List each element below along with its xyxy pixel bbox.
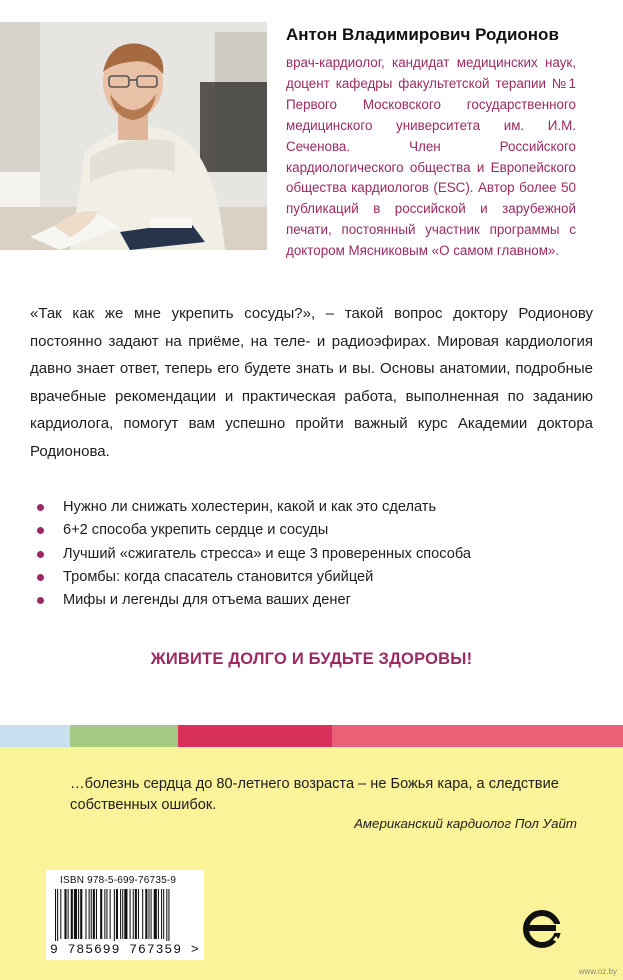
barcode-bar: [85, 889, 86, 939]
barcode-bar: [91, 889, 92, 939]
quote-text: …болезнь сердца до 80-летнего возраста – не Божья кара, а следствие собственных ошибок.: [70, 776, 559, 813]
barcode-bar: [168, 889, 169, 941]
barcode-bar: [96, 889, 97, 939]
barcode-bar: [74, 889, 77, 939]
intro-paragraph: «Так как же мне укрепить сосуды?», – такой вопрос доктору Родионову постоянно задают на приёме, на теле- и радиоэфирах. Мировая кардиология давно знает ответ, теперь его будете знать и вы. Основы анатомии, подробные врачебные рекомендации и практическая работа, выполненная по заданию кардиолога, помогут вам успешно пройти важный курс Академии доктора Родионова.: [30, 305, 593, 460]
stripe-red: [178, 725, 332, 747]
publisher-logo-icon: [522, 906, 562, 952]
barcode-bar: [116, 889, 118, 939]
barcode-bar: [158, 889, 159, 939]
barcode-bar: [124, 889, 127, 939]
barcode-bar: [55, 889, 56, 941]
barcode-bar: [71, 889, 73, 939]
watermark: www.oz.by: [578, 967, 617, 976]
barcode-bar: [122, 889, 123, 939]
author-name: Антон Владимирович Родионов: [286, 25, 559, 44]
barcode-bar: [80, 889, 82, 939]
feature-list: [36, 496, 596, 612]
slogan: ЖИВИТЕ ДОЛГО И БУДЬТЕ ЗДОРОВЫ!: [150, 650, 473, 668]
barcode-bar: [100, 889, 102, 939]
barcode-bar: [135, 889, 137, 939]
bullet-dot-icon: [37, 551, 44, 558]
barcode-bar: [78, 889, 79, 939]
barcode-bar: [64, 889, 66, 939]
barcode-bar: [114, 889, 115, 941]
bullet-dot-icon: [37, 597, 44, 604]
bullet-dot-icon: [37, 527, 44, 534]
isbn-label: ISBN 978-5-699-76735-9: [60, 875, 177, 886]
bullet-dot-icon: [37, 504, 44, 511]
barcode-bar: [130, 889, 131, 939]
author-bio: врач-кардиолог, кандидат медицинских наук, доцент кафедры факультетской терапии №1 Первого Московского государственного медицинского университета им. И.М. Сеченова. Член Российского кардиологического общества и Европейского общества кардиологов (ESC). Автор более 50 публикаций в российской и зарубежной печати, постоянный участник программы с доктором Мясниковым «О самом главном».: [286, 55, 576, 259]
barcode-bar: [110, 889, 111, 939]
stripe-blue: [0, 725, 70, 747]
list-item: [36, 543, 596, 566]
barcode-bar: [166, 889, 167, 941]
color-stripes: [0, 725, 623, 747]
barcode-bar: [93, 889, 95, 939]
barcode-bar: [60, 889, 61, 939]
author-photo: [0, 22, 267, 250]
list-item: [36, 496, 596, 519]
barcode-bar: [148, 889, 149, 939]
barcode-box: [46, 870, 204, 960]
list-item: [36, 589, 596, 612]
barcode-bars: [55, 889, 197, 941]
list-item-text: 6+2 способа укрепить сердце и сосуды: [63, 522, 329, 539]
barcode-bar: [138, 889, 139, 939]
publisher-logo: [522, 906, 562, 957]
list-item-text: Тромбы: когда спасатель становится убийцей: [63, 568, 374, 585]
barcode-bar: [106, 889, 107, 939]
barcode-bar: [154, 889, 157, 939]
stripe-green: [70, 725, 178, 747]
list-item-text: Лучший «сжигатель стресса» и еще 3 проверенных способа: [63, 545, 471, 562]
barcode-bar: [89, 889, 90, 939]
barcode-bar: [120, 889, 121, 939]
barcode-bar: [142, 889, 143, 939]
barcode-bar: [104, 889, 105, 939]
barcode-bar: [145, 889, 147, 939]
barcode-digits: 9 785699 767359 >: [50, 942, 200, 957]
list-item-text: Мифы и легенды для отъема ваших денег: [63, 592, 351, 609]
quote-author: Американский кардиолог Пол Уайт: [354, 816, 577, 831]
barcode-bar: [133, 889, 134, 939]
stripe-pink: [332, 725, 623, 747]
author-photo-illustration: [0, 22, 267, 250]
list-item: [36, 519, 596, 542]
barcode-bar: [163, 889, 164, 939]
list-item-text: Нужно ли снижать холестерин, какой и как это сделать: [63, 499, 437, 515]
barcode-bar: [161, 889, 162, 939]
list-item: [36, 566, 596, 589]
bullet-dot-icon: [37, 574, 44, 581]
barcode-bar: [57, 889, 58, 941]
barcode-bar: [151, 889, 152, 939]
barcode-bar: [68, 889, 69, 939]
